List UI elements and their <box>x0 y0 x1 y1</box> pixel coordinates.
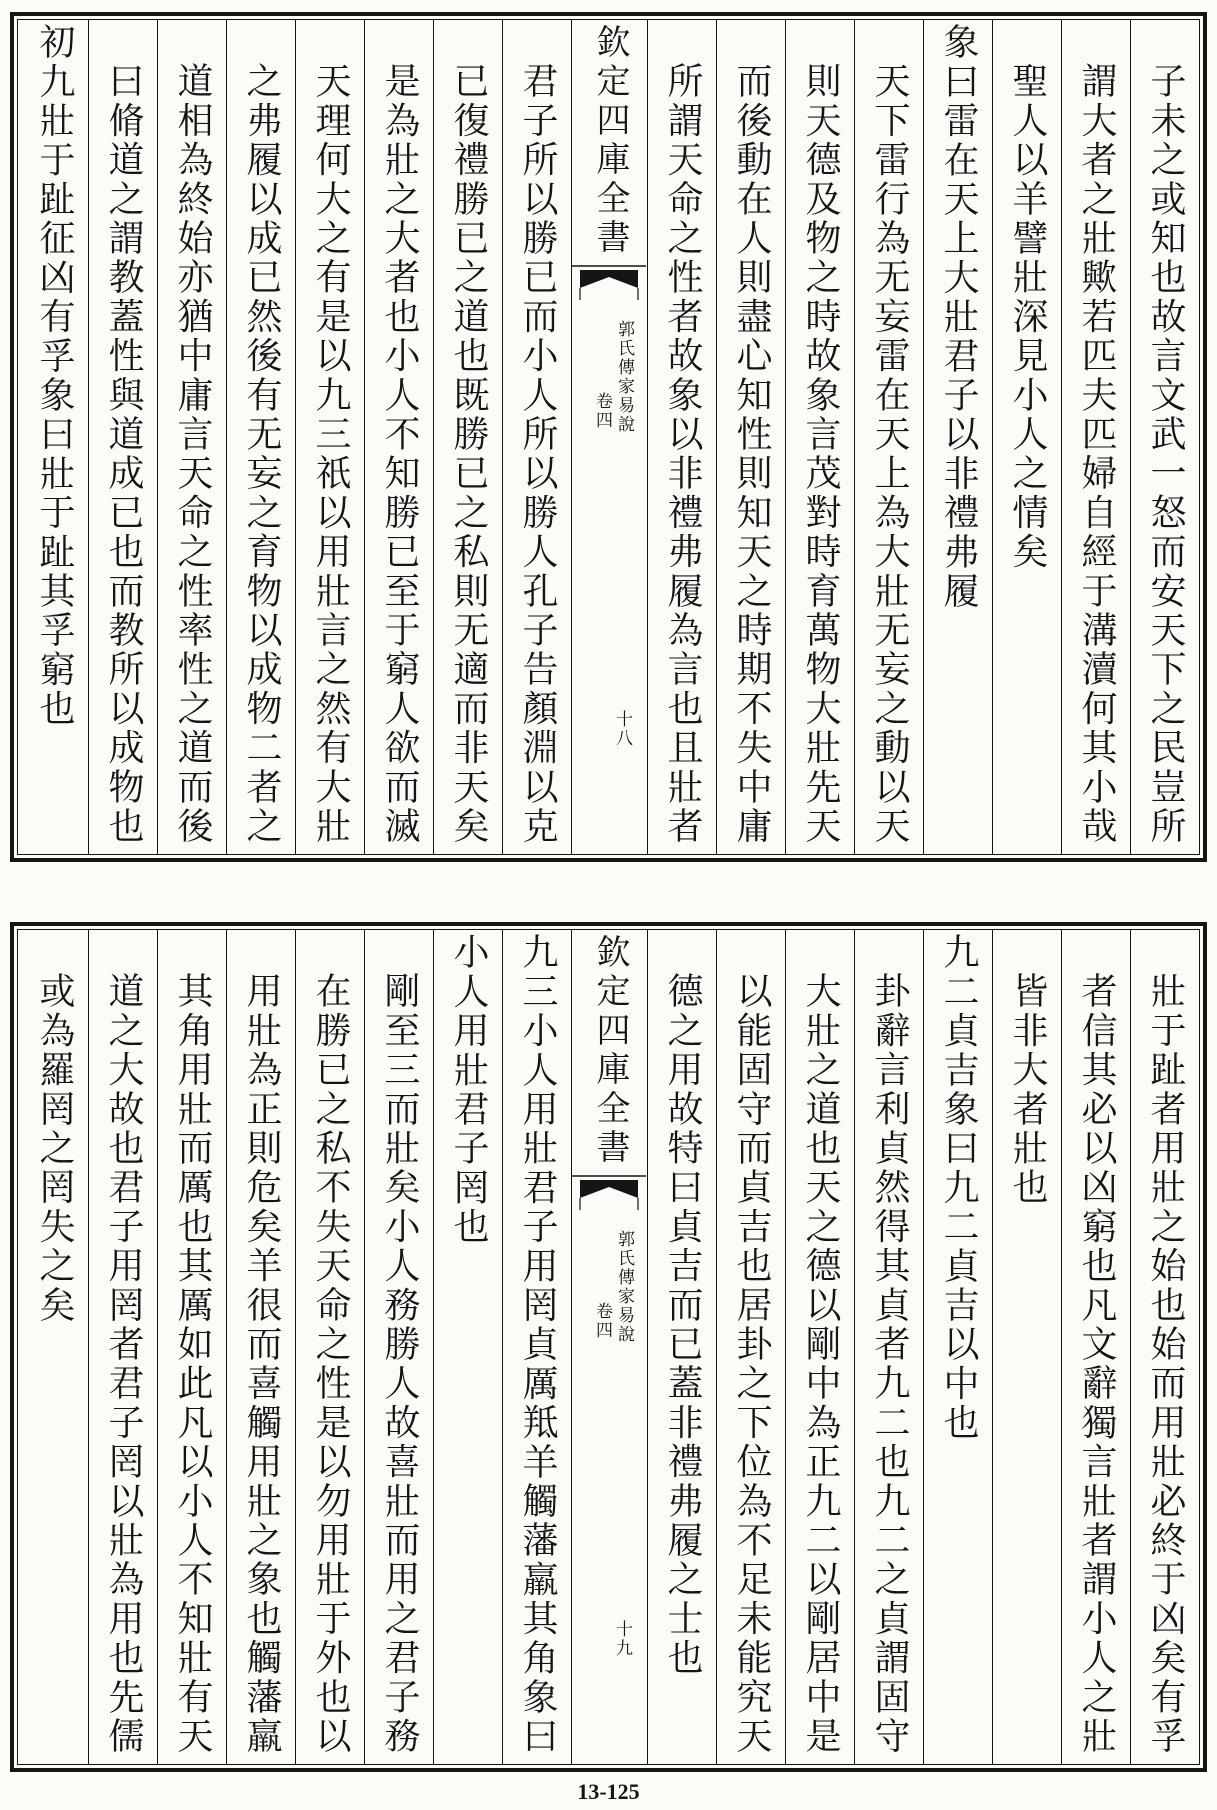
lower-leaf-frame <box>17 929 1200 1765</box>
juan-number: 卷四 <box>592 392 612 430</box>
commentary-column: 用壯為正則危矣羊很而喜觸用壯之象也觸藩羸 <box>226 930 295 1764</box>
lower-leaf <box>10 922 1207 1772</box>
classic-text-column: 象曰雷在天上大壯君子以非禮弗履 <box>923 20 992 854</box>
commentary-column: 德之用故特曰貞吉而已蓋非禮弗履之士也 <box>647 930 716 1764</box>
commentary-column: 謂大者之壯歟若匹夫匹婦自經于溝瀆何其小哉 <box>1061 20 1130 854</box>
commentary-column: 天下雷行為无妄雷在天上為大壯无妄之動以天 <box>854 20 923 854</box>
collection-title: 欽定四庫全書 <box>590 24 630 258</box>
fishtail-wedge <box>580 270 638 288</box>
commentary-column: 君子所以勝已而小人所以勝人孔子告顏淵以克 <box>502 20 571 854</box>
commentary-column: 在勝已之私不失天命之性是以勿用壯于外也以 <box>295 930 364 1764</box>
commentary-column: 聖人以羊譬壯深見小人之情矣 <box>992 20 1061 854</box>
work-title: 郭氏傳家易說 <box>614 320 634 434</box>
commentary-column: 壯于趾者用壯之始也始而用壯必終于凶矣有孚 <box>1130 930 1199 1764</box>
commentary-column: 是為壯之大者也小人不知勝已至于窮人欲而滅 <box>364 20 433 854</box>
folio-number: 十九 <box>612 1620 632 1658</box>
commentary-column: 之弗履以成已然後有无妄之育物以成物二者之 <box>226 20 295 854</box>
commentary-column: 道相為終始亦猶中庸言天命之性率性之道而後 <box>157 20 226 854</box>
commentary-column: 天理何大之有是以九三祇以用壯言之然有大壯 <box>295 20 364 854</box>
commentary-column: 者信其必以凶窮也凡文辭獨言壯者謂小人之壯 <box>1061 930 1130 1764</box>
work-title: 郭氏傳家易說 <box>614 1230 634 1344</box>
folio-number: 十八 <box>612 710 632 748</box>
commentary-column: 其角用壯而厲也其厲如此凡以小人不知壯有天 <box>157 930 226 1764</box>
center-fold <box>571 930 647 1764</box>
commentary-column: 而後動在人則盡心知性則知天之時期不失中庸 <box>716 20 785 854</box>
classic-text-column: 九二貞吉象曰九二貞吉以中也 <box>923 930 992 1764</box>
commentary-column: 以能固守而貞吉也居卦之下位為不足未能究天 <box>716 930 785 1764</box>
juan-number: 卷四 <box>592 1302 612 1340</box>
commentary-column: 皆非大者壯也 <box>992 930 1061 1764</box>
collection-title: 欽定四庫全書 <box>590 934 630 1168</box>
commentary-column: 所謂天命之性者故象以非禮弗履為言也且壯者 <box>647 20 716 854</box>
fishtail-wedge <box>580 1180 638 1198</box>
upper-leaf-frame <box>17 19 1200 855</box>
center-fold <box>571 20 647 854</box>
upper-leaf <box>10 12 1207 862</box>
classic-text-column: 小人用壯君子罔也 <box>433 930 502 1764</box>
commentary-column: 已復禮勝已之道也既勝已之私則无適而非天矣 <box>433 20 502 854</box>
commentary-column: 卦辭言利貞然得其貞者九二也九二之貞謂固守 <box>854 930 923 1764</box>
page-number: 13-125 <box>577 1779 640 1804</box>
commentary-column: 剛至三而壯矣小人務勝人故喜壯而用之君子務 <box>364 930 433 1764</box>
commentary-column: 子未之或知也故言文武一怒而安天下之民豈所 <box>1130 20 1199 854</box>
commentary-column: 道之大故也君子用罔者君子罔以壯為用也先儒 <box>88 930 157 1764</box>
commentary-column: 或為羅罔之罔失之矣 <box>34 972 75 1325</box>
classic-text-column: 初九壯于趾征凶有孚象曰壯于趾其孚窮也 <box>34 23 75 729</box>
fishtail-ornament <box>572 264 646 304</box>
commentary-column: 曰脩道之謂教蓋性與道成已也而教所以成物也 <box>88 20 157 854</box>
commentary-column: 則天德及物之時故象言茂對時育萬物大壯先天 <box>785 20 854 854</box>
classic-text-column: 九三小人用壯君子用罔貞厲羝羊觸藩羸其角象曰 <box>502 930 571 1764</box>
commentary-column: 大壯之道也天之德以剛中為正九二以剛居中是 <box>785 930 854 1764</box>
fishtail-ornament <box>572 1174 646 1214</box>
